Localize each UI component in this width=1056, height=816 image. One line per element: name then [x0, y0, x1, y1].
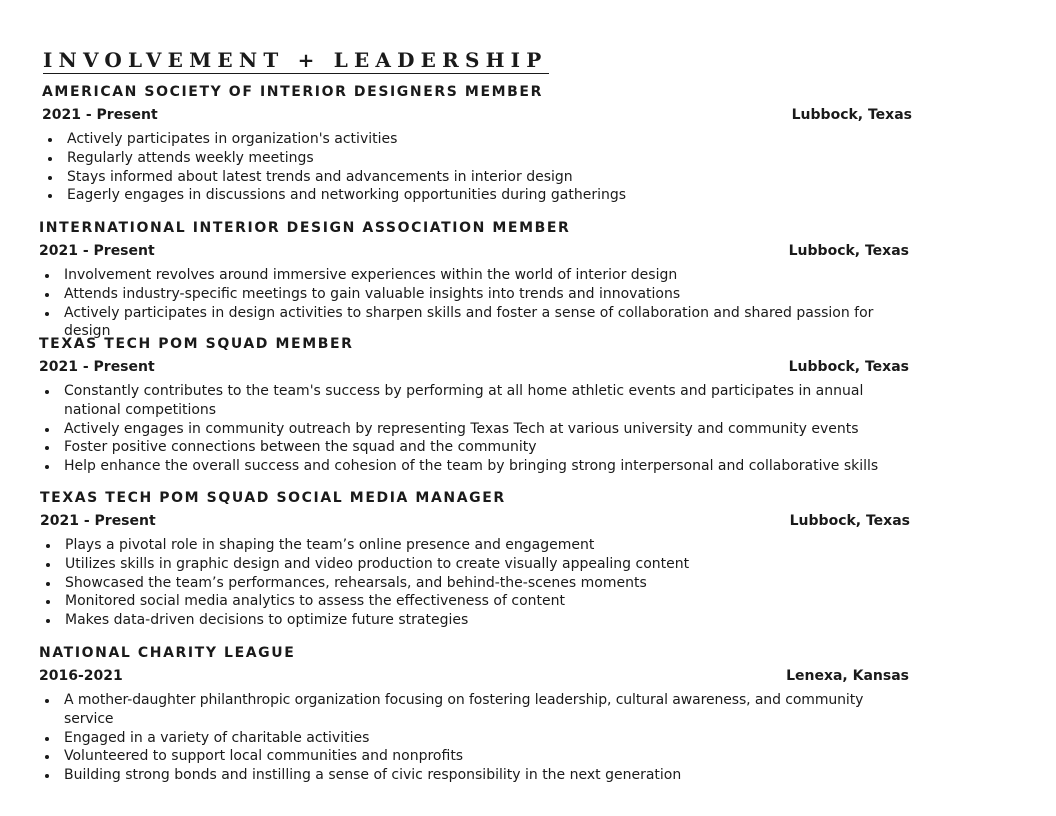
entry-heading: TEXAS TECH POM SQUAD SOCIAL MEDIA MANAGER	[40, 490, 506, 506]
entry-date: 2021 - Present	[42, 107, 158, 123]
bullet-item: Actively participates in organization's activities	[42, 130, 912, 149]
bullet-list	[40, 536, 910, 630]
bullet-item: Involvement revolves around immersive experiences within the world of interior design	[39, 266, 909, 285]
entry-social-media	[40, 489, 910, 630]
bullet-item: Volunteered to support local communities and nonprofits	[39, 747, 909, 766]
entry-date: 2016-2021	[39, 668, 123, 684]
entry-location: Lubbock, Texas	[788, 359, 909, 375]
bullet-item: A mother-daughter philanthropic organization focusing on fostering leadership, cultural awareness, and community service	[39, 691, 909, 729]
entry-location: Lenexa, Kansas	[786, 668, 909, 684]
bullet-list	[39, 382, 909, 476]
entry-meta	[39, 667, 909, 685]
bullet-item: Constantly contributes to the team's success by performing at all home athletic events and participates in annual national competitions	[39, 382, 909, 420]
entry-date: 2021 - Present	[40, 513, 156, 529]
bullet-item: Makes data-driven decisions to optimize future strategies	[40, 611, 910, 630]
bullet-item: Foster positive connections between the squad and the community	[39, 438, 909, 457]
entry-location: Lubbock, Texas	[788, 243, 909, 259]
entry-iida	[39, 219, 909, 341]
entry-heading: AMERICAN SOCIETY OF INTERIOR DESIGNERS MEMBER	[42, 84, 543, 100]
bullet-item: Plays a pivotal role in shaping the team’s online presence and engagement	[40, 536, 910, 555]
entry-date: 2021 - Present	[39, 359, 155, 375]
bullet-item: Actively participates in design activities to sharpen skills and foster a sense of collaboration and shared passion for design	[39, 304, 909, 342]
bullet-list	[39, 691, 909, 785]
entry-meta	[39, 242, 909, 260]
entry-heading: NATIONAL CHARITY LEAGUE	[39, 645, 296, 661]
bullet-item: Actively engages in community outreach by representing Texas Tech at various university and community events	[39, 420, 909, 439]
bullet-item: Stays informed about latest trends and advancements in interior design	[42, 168, 912, 187]
bullet-item: Building strong bonds and instilling a sense of civic responsibility in the next generation	[39, 766, 909, 785]
entry-location: Lubbock, Texas	[791, 107, 912, 123]
bullet-item: Engaged in a variety of charitable activities	[39, 729, 909, 748]
section-title: INVOLVEMENT + LEADERSHIP	[43, 48, 548, 72]
entry-pom-squad	[39, 335, 909, 476]
entry-meta	[39, 358, 909, 376]
bullet-item: Regularly attends weekly meetings	[42, 149, 912, 168]
entry-heading: TEXAS TECH POM SQUAD MEMBER	[39, 336, 354, 352]
bullet-item: Utilizes skills in graphic design and video production to create visually appealing content	[40, 555, 910, 574]
entry-location: Lubbock, Texas	[789, 513, 910, 529]
entry-heading: INTERNATIONAL INTERIOR DESIGN ASSOCIATION MEMBER	[39, 220, 571, 236]
bullet-item: Help enhance the overall success and cohesion of the team by bringing strong interpersonal and collaborative skills	[39, 457, 909, 476]
entry-charity-league	[39, 644, 909, 785]
bullet-item: Attends industry-specific meetings to gain valuable insights into trends and innovations	[39, 285, 909, 304]
entry-meta	[42, 106, 912, 124]
entry-date: 2021 - Present	[39, 243, 155, 259]
entry-meta	[40, 512, 910, 530]
bullet-list	[39, 266, 909, 341]
entry-asid	[42, 83, 912, 205]
bullet-item: Eagerly engages in discussions and networking opportunities during gatherings	[42, 186, 912, 205]
bullet-item: Monitored social media analytics to assess the effectiveness of content	[40, 592, 910, 611]
bullet-item: Showcased the team’s performances, rehearsals, and behind-the-scenes moments	[40, 574, 910, 593]
bullet-list	[42, 130, 912, 205]
